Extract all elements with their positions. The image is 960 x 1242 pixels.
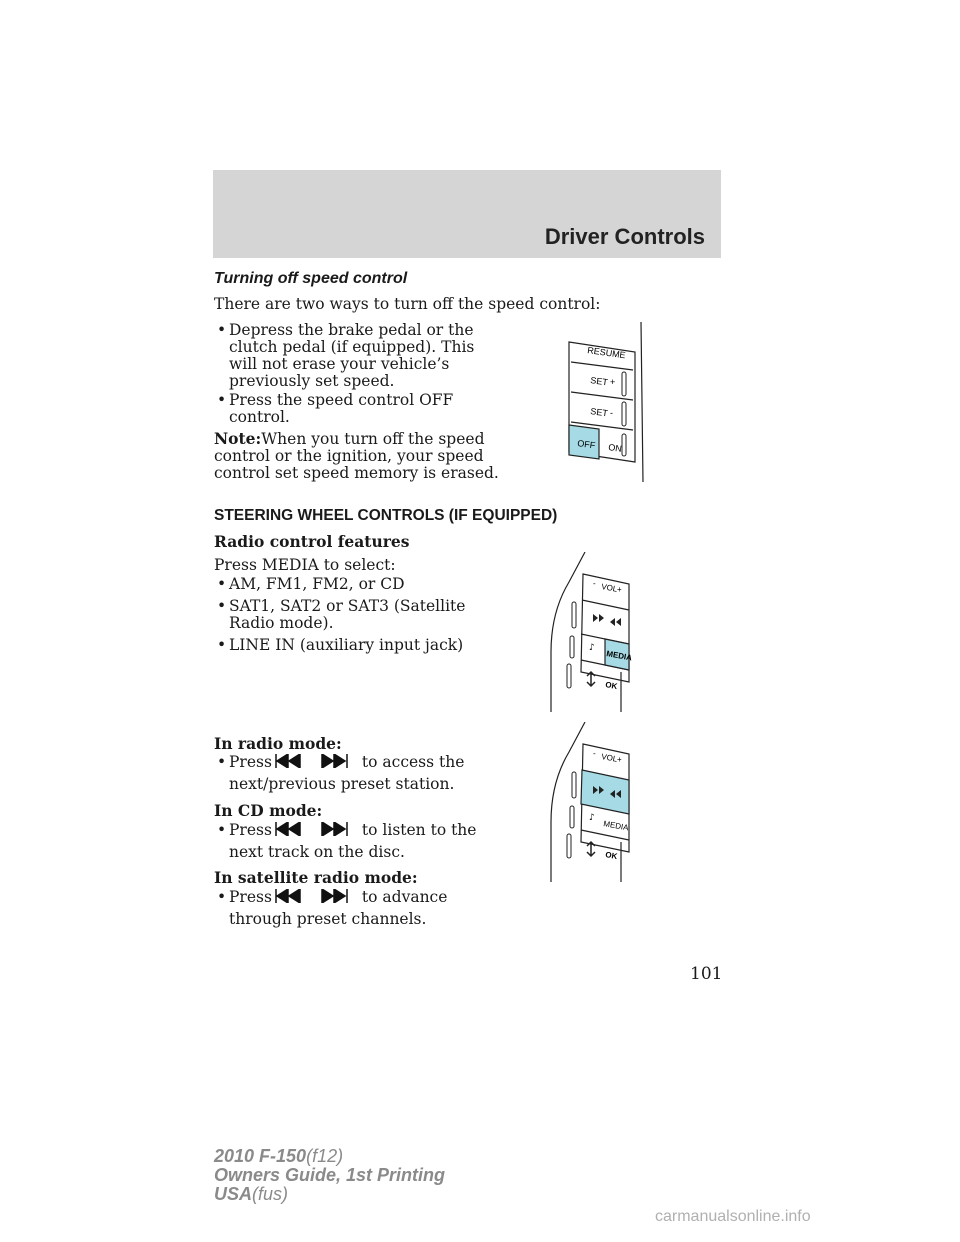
speed-control-illustration [545, 322, 665, 482]
resume-label: RESUME [586, 345, 627, 361]
media-item-sat: SAT1, SAT2 or SAT3 (Satellite Radio mode). [229, 597, 466, 632]
speed-off-intro: There are two ways to turn off the speed control: [214, 295, 601, 313]
bullet-off-control: Press the speed control OFF control. [229, 391, 454, 426]
off-label: OFF [576, 438, 596, 451]
note-block: Note:When you turn off the speed control or the ignition, your speed control set speed memory is erased. [214, 429, 499, 482]
header-bar [213, 170, 721, 258]
vol-plus-label: + [617, 585, 622, 594]
radio-mode-text: Press to access the next/previous preset station. [229, 753, 465, 793]
bullet-dot: • [217, 821, 227, 839]
vol-minus-label: - [593, 749, 596, 758]
bullet-brake: Depress the brake pedal or the clutch pedal (if equipped). This will not erase your vehicle’s previously set speed. [229, 321, 475, 390]
vol-label: VOL [600, 752, 618, 764]
voice-icon: ♪ [589, 643, 595, 653]
seek-icon [593, 614, 604, 622]
bullet-dot: • [217, 391, 227, 409]
seek-prev-next-icon [274, 754, 360, 768]
sat-mode-heading: In satellite radio mode: [214, 868, 418, 887]
minus-label: - [610, 408, 613, 418]
bullet-dot: • [217, 636, 227, 654]
vol-minus-label: - [593, 579, 596, 588]
bullet-dot: • [217, 575, 227, 593]
seek-prev-next-icon [274, 822, 360, 836]
vol-label: VOL [600, 582, 618, 594]
phone-icon [587, 672, 595, 686]
bullet-dot: • [217, 888, 227, 906]
ok-label: OK [604, 680, 619, 692]
sat-mode-text: Press to advance through preset channels. [229, 888, 448, 928]
plus-label: + [610, 377, 616, 387]
bullet-dot: • [217, 321, 227, 339]
voice-icon: ♪ [589, 813, 595, 823]
media-item-line-in: LINE IN (auxiliary input jack) [229, 636, 464, 654]
set-plus-label: SET [589, 375, 609, 388]
footer-print-info: 2010 F-150(f12) Owners Guide, 1st Printing USA(fus) [214, 1146, 446, 1204]
cd-mode-heading: In CD mode: [214, 801, 323, 820]
phone-icon [587, 842, 595, 856]
note-label: Note: [214, 429, 262, 448]
media-label: MEDIA [605, 649, 633, 663]
vol-plus-label: + [617, 755, 622, 764]
steering-heading: STEERING WHEEL CONTROLS (IF EQUIPPED) [214, 507, 558, 524]
steering-controls-illustration-seek [545, 722, 655, 888]
speed-off-heading: Turning off speed control [214, 270, 408, 287]
media-label: MEDIA [602, 819, 630, 833]
page-number: 101 [690, 964, 723, 984]
radio-features-heading: Radio control features [214, 532, 410, 551]
section-title: Driver Controls [544, 224, 705, 249]
cd-mode-text: Press to listen to the next track on the disc. [229, 821, 477, 861]
steering-controls-illustration-media [545, 552, 655, 718]
seek-prev-next-icon [274, 889, 360, 903]
ok-label: OK [604, 850, 619, 862]
watermark: carmanualsonline.info [655, 1208, 811, 1225]
on-label: ON [607, 442, 623, 454]
radio-mode-heading: In radio mode: [214, 734, 342, 753]
bullet-dot: • [217, 597, 227, 615]
bullet-dot: • [217, 753, 227, 771]
media-intro: Press MEDIA to select: [214, 556, 396, 574]
set-minus-label: SET [589, 406, 609, 419]
media-item-am-fm-cd: AM, FM1, FM2, or CD [229, 575, 405, 593]
